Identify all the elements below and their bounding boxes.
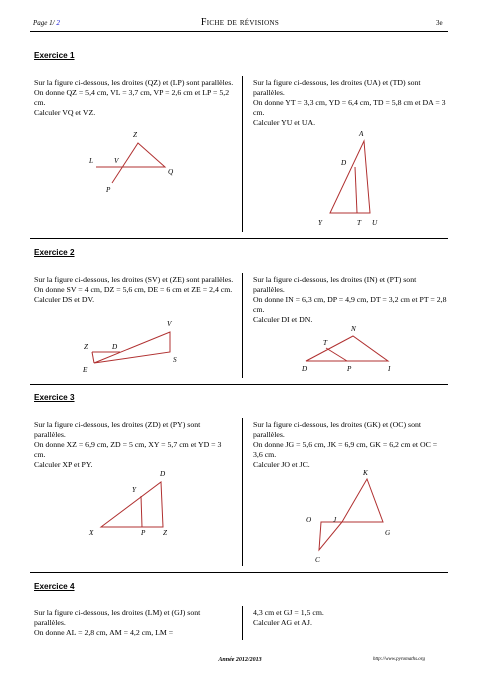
footer-year: Année 2012/2013 xyxy=(218,657,262,663)
label-P: P xyxy=(347,365,352,373)
column-divider-4 xyxy=(242,606,243,640)
ex3-right-statement: Sur la figure ci-dessous, les droites (GK) et (OC) sont parallèles. xyxy=(253,420,422,440)
label-Y: Y xyxy=(132,486,136,494)
ex2-left-ask: Calculer DS et DV. xyxy=(34,295,95,305)
ex2-right-ask: Calculer DI et DN. xyxy=(253,315,313,325)
label-V: V xyxy=(114,157,119,165)
ex1-left-statement: Sur la figure ci-dessous, les droites (QZ) et (LP) sont parallèles. xyxy=(34,78,234,87)
label-L: L xyxy=(89,157,93,165)
exercise-1-title: Exercice 1 xyxy=(34,51,75,60)
ex2-right-statement: Sur la figure ci-dessous, les droites (IN) et (PT) sont parallèles. xyxy=(253,275,417,295)
ex4-left-given: On donne AL = 2,8 cm, AM = 4,2 cm, LM = xyxy=(34,628,174,638)
footer-url-link[interactable]: http://www.pyromaths.org xyxy=(373,657,426,662)
label-S: S xyxy=(173,356,177,364)
ex1-left-given: On donne QZ = 5,4 cm, VL = 3,7 cm, VP = 2,6 cm et LP = 5,2 cm. xyxy=(34,88,230,108)
ex3-right-given: On donne JG = 5,6 cm, JK = 6,9 cm, GK = 6,2 cm et OC = 3,6 cm. xyxy=(253,440,438,460)
label-Q: Q xyxy=(168,168,174,176)
separator-3 xyxy=(30,572,448,573)
label-N: N xyxy=(351,325,356,333)
label-Y: Y xyxy=(318,219,322,227)
label-V: V xyxy=(167,320,172,328)
label-D: D xyxy=(302,365,308,373)
ex1-right-given: On donne YT = 3,3 cm, YD = 6,4 cm, TD = 5,8 cm et DA = 3 cm. xyxy=(253,98,446,118)
exercise-4-title: Exercice 4 xyxy=(34,582,75,591)
ex4-right-given: 4,3 cm et GJ = 1,5 cm. xyxy=(253,608,324,617)
ex1-right-ask: Calculer YU et UA. xyxy=(253,118,316,128)
label-K: K xyxy=(363,469,368,477)
label-J: J xyxy=(333,516,337,524)
label-Z: Z xyxy=(133,131,137,139)
ex3-right-triangle-upper xyxy=(342,479,383,522)
ex4-left-statement: Sur la figure ci-dessous, les droites (LM) et (GJ) sont parallèles. xyxy=(34,608,201,628)
label-I: I xyxy=(388,365,391,373)
ex1-right-statement: Sur la figure ci-dessous, les droites (UA) et (TD) sont parallèles. xyxy=(253,78,421,98)
ex4-right-ask: Calculer AG et AJ. xyxy=(253,618,312,628)
ex4-left-text xyxy=(34,608,234,638)
ex3-left-given: On donne XZ = 6,9 cm, ZD = 5 cm, XY = 5,7 cm et YD = 3 cm. xyxy=(34,440,222,460)
exercise-3-title: Exercice 3 xyxy=(34,393,75,402)
label-D: D xyxy=(341,159,347,167)
page-total-link[interactable]: 2 xyxy=(56,19,60,27)
page-number: Page 1/ 2 xyxy=(33,19,60,27)
label-P: P xyxy=(141,529,146,537)
label-Z: Z xyxy=(84,343,88,351)
label-E: E xyxy=(83,366,88,374)
label-O: O xyxy=(306,516,312,524)
ex2-left-given: On donne SV = 4 cm, DZ = 5,6 cm, DE = 6 cm et ZE = 2,4 cm. xyxy=(34,285,233,295)
ex3-right-ask: Calculer JO et JC. xyxy=(253,460,310,470)
label-G: G xyxy=(385,529,391,537)
label-Z: Z xyxy=(163,529,167,537)
label-D: D xyxy=(160,470,166,478)
level-label: 3e xyxy=(436,19,443,27)
ex1-left-ask: Calculer VQ et VZ. xyxy=(34,108,96,118)
page-title: Fiche de révisions xyxy=(200,17,280,28)
label-T: T xyxy=(323,339,327,347)
ex2-right-given: On donne IN = 6,3 cm, DP = 4,9 cm, DT = 3,2 cm et PT = 2,8 cm. xyxy=(253,295,447,315)
label-P: P xyxy=(106,186,111,194)
label-X: X xyxy=(89,529,94,537)
ex2-left-statement: Sur la figure ci-dessous, les droites (SV) et (ZE) sont parallèles. xyxy=(34,275,234,284)
label-D: D xyxy=(112,343,118,351)
label-U: U xyxy=(372,219,378,227)
label-T: T xyxy=(357,219,361,227)
label-A: A xyxy=(359,130,364,138)
label-C: C xyxy=(315,556,320,564)
ex3-left-statement: Sur la figure ci-dessous, les droites (ZD) et (PY) sont parallèles. xyxy=(34,420,201,440)
ex3-right-triangle-lower xyxy=(319,522,342,550)
ex4-right-text xyxy=(253,608,448,628)
ex3-left-ask: Calculer XP et PY. xyxy=(34,460,93,470)
exercise-2-title: Exercice 2 xyxy=(34,248,75,257)
